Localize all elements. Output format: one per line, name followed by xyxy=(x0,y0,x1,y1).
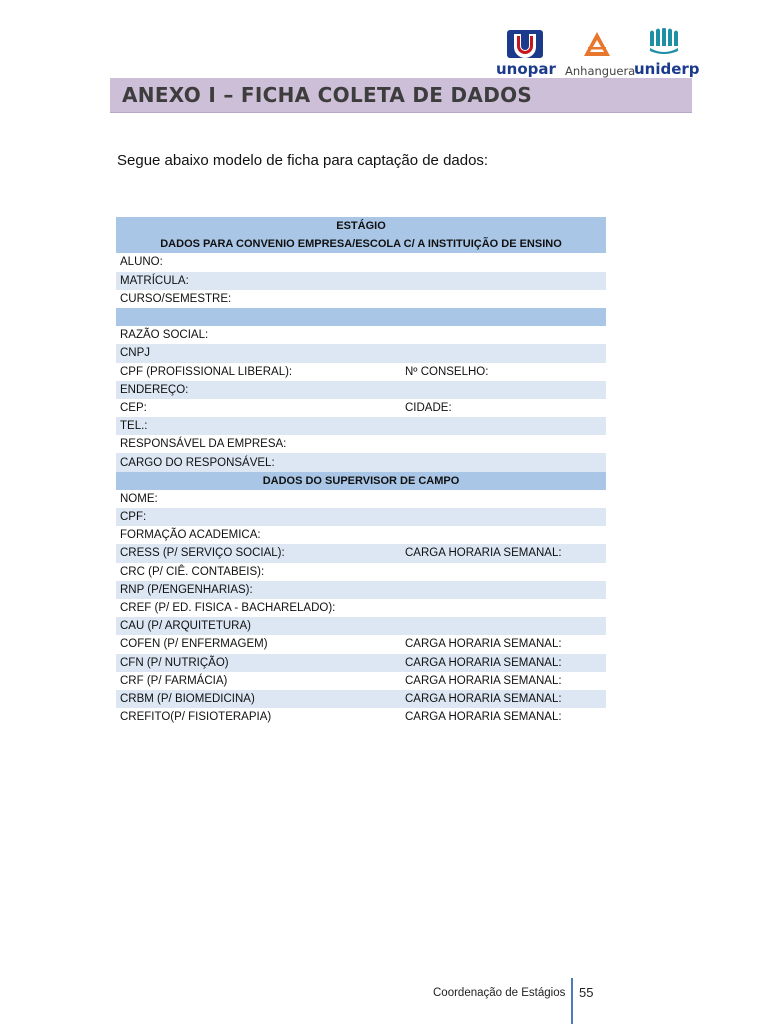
page-number: 55 xyxy=(579,985,594,1000)
field-label: RNP (P/ENGENHARIAS): xyxy=(116,581,401,599)
uniderp-logo xyxy=(634,28,700,78)
page-title: ANEXO I – FICHA COLETA DE DADOS xyxy=(122,83,533,107)
form-row xyxy=(116,563,606,581)
table-header-supervisor xyxy=(116,472,606,490)
form-row xyxy=(116,363,606,381)
form-row xyxy=(116,490,606,508)
field-label: NOME: xyxy=(116,490,401,508)
uniderp-wave-icon xyxy=(648,28,680,54)
field-label-secondary xyxy=(401,599,606,617)
unopar-name: unopar xyxy=(496,60,556,78)
field-label-secondary xyxy=(401,308,606,326)
form-row xyxy=(116,708,606,726)
field-label xyxy=(116,308,401,326)
form-row xyxy=(116,635,606,653)
field-label-secondary xyxy=(401,326,606,344)
form-row xyxy=(116,508,606,526)
field-label: CEP: xyxy=(116,399,401,417)
table-header-estagio xyxy=(116,217,606,235)
section-separator-row xyxy=(116,308,606,326)
form-row xyxy=(116,654,606,672)
field-label-secondary: CARGA HORARIA SEMANAL: xyxy=(401,672,606,690)
field-label-secondary xyxy=(401,272,606,290)
anhanguera-logo xyxy=(562,28,636,78)
form-row xyxy=(116,617,606,635)
field-label-secondary xyxy=(401,581,606,599)
form-row xyxy=(116,672,606,690)
field-label: RESPONSÁVEL DA EMPRESA: xyxy=(116,435,401,453)
field-label-secondary: CARGA HORARIA SEMANAL: xyxy=(401,654,606,672)
field-label-secondary: CIDADE: xyxy=(401,399,606,417)
field-label: CURSO/SEMESTRE: xyxy=(116,290,401,308)
field-label-secondary: CARGA HORARIA SEMANAL: xyxy=(401,708,606,726)
field-label-secondary xyxy=(401,453,606,471)
field-label: ALUNO: xyxy=(116,253,401,271)
field-label-secondary xyxy=(401,508,606,526)
form-row xyxy=(116,526,606,544)
field-label: CNPJ xyxy=(116,344,401,362)
field-label-secondary xyxy=(401,617,606,635)
form-row xyxy=(116,690,606,708)
field-label: CREFITO(P/ FISIOTERAPIA) xyxy=(116,708,401,726)
form-row xyxy=(116,272,606,290)
form-row xyxy=(116,544,606,562)
field-label: FORMAÇÃO ACADEMICA: xyxy=(116,526,401,544)
field-label: CRC (P/ CIÊ. CONTABEIS): xyxy=(116,563,401,581)
field-label: CRF (P/ FARMÁCIA) xyxy=(116,672,401,690)
field-label-secondary xyxy=(401,253,606,271)
form-row xyxy=(116,453,606,471)
field-label: TEL.: xyxy=(116,417,401,435)
unopar-u-icon xyxy=(507,30,543,58)
table-header-supervisor-label: DADOS DO SUPERVISOR DE CAMPO xyxy=(116,472,606,490)
form-row xyxy=(116,344,606,362)
field-label-secondary: Nº CONSELHO: xyxy=(401,363,606,381)
form-row xyxy=(116,290,606,308)
table-header-estagio-label: ESTÁGIO xyxy=(116,217,606,235)
unopar-logo xyxy=(494,28,556,78)
field-label-secondary xyxy=(401,290,606,308)
footer-coordination: Coordenação de Estágios xyxy=(433,987,566,999)
field-label-secondary: CARGA HORARIA SEMANAL: xyxy=(401,544,606,562)
title-bar xyxy=(110,78,692,113)
form-row xyxy=(116,326,606,344)
field-label: COFEN (P/ ENFERMAGEM) xyxy=(116,635,401,653)
field-label: MATRÍCULA: xyxy=(116,272,401,290)
form-row xyxy=(116,381,606,399)
anhanguera-name: Anhanguera xyxy=(565,64,636,78)
form-row xyxy=(116,599,606,617)
uniderp-name: uniderp xyxy=(634,60,700,78)
field-label: CREF (P/ ED. FISICA - BACHARELADO): xyxy=(116,599,401,617)
field-label-secondary xyxy=(401,417,606,435)
field-label: CPF (PROFISSIONAL LIBERAL): xyxy=(116,363,401,381)
field-label-secondary xyxy=(401,344,606,362)
data-collection-form xyxy=(116,217,606,726)
field-label-secondary xyxy=(401,490,606,508)
header-logos xyxy=(494,28,700,78)
field-label-secondary xyxy=(401,563,606,581)
form-row xyxy=(116,581,606,599)
field-label: CAU (P/ ARQUITETURA) xyxy=(116,617,401,635)
field-label: CRESS (P/ SERVIÇO SOCIAL): xyxy=(116,544,401,562)
intro-text: Segue abaixo modelo de ficha para captação de dados: xyxy=(117,152,489,169)
field-label-secondary xyxy=(401,526,606,544)
form-row xyxy=(116,253,606,271)
field-label-secondary: CARGA HORARIA SEMANAL: xyxy=(401,690,606,708)
field-label-secondary xyxy=(401,435,606,453)
form-row xyxy=(116,435,606,453)
field-label: CARGO DO RESPONSÁVEL: xyxy=(116,453,401,471)
field-label: CFN (P/ NUTRIÇÃO) xyxy=(116,654,401,672)
anhanguera-triangle-icon xyxy=(584,32,610,58)
form-row xyxy=(116,417,606,435)
field-label-secondary xyxy=(401,381,606,399)
footer-divider xyxy=(571,978,573,1024)
form-row xyxy=(116,399,606,417)
field-label: CPF: xyxy=(116,508,401,526)
field-label-secondary: CARGA HORARIA SEMANAL: xyxy=(401,635,606,653)
field-label: CRBM (P/ BIOMEDICINA) xyxy=(116,690,401,708)
field-label: RAZÃO SOCIAL: xyxy=(116,326,401,344)
field-label: ENDEREÇO: xyxy=(116,381,401,399)
table-header-convenio-label: DADOS PARA CONVENIO EMPRESA/ESCOLA C/ A INSTITUIÇÃO DE ENSINO xyxy=(116,235,606,253)
table-header-convenio xyxy=(116,235,606,253)
